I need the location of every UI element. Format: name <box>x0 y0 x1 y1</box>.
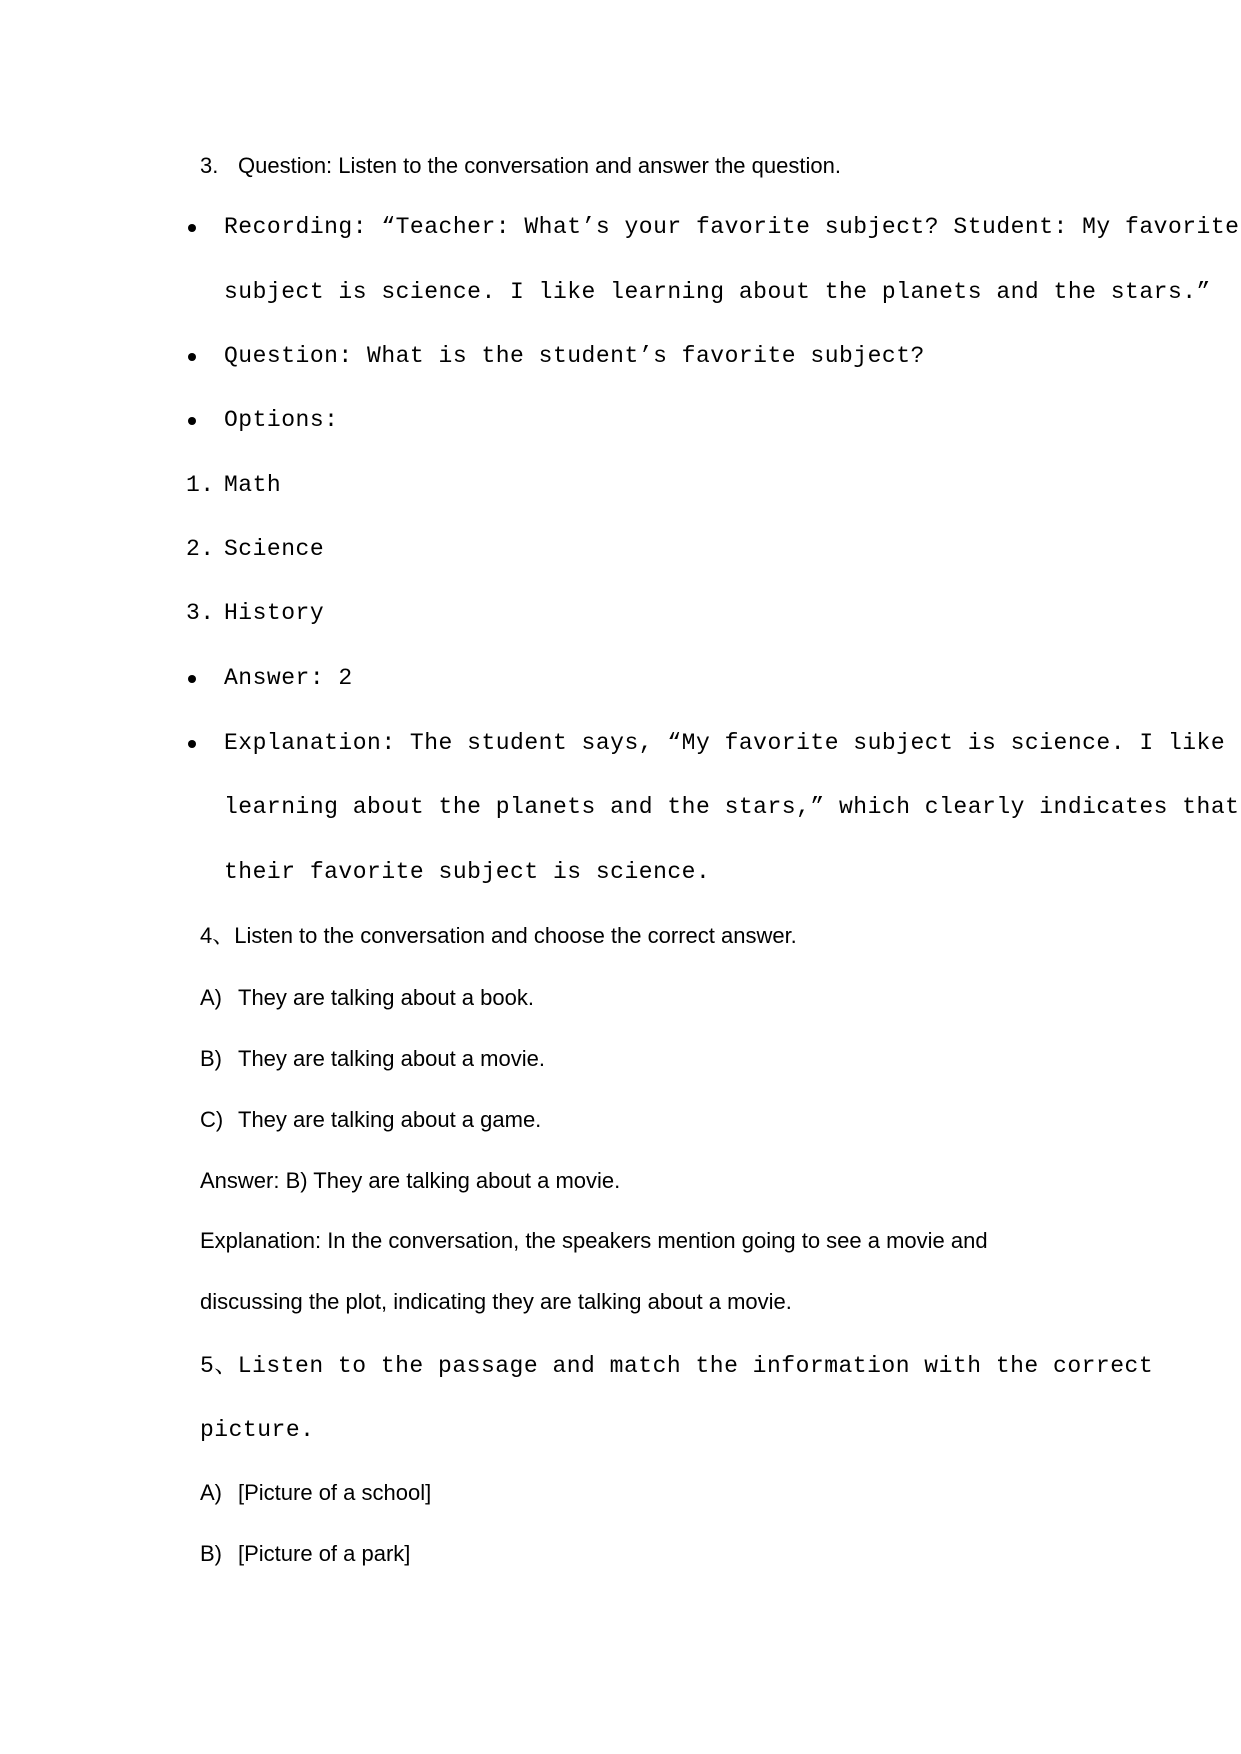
q5-heading-line1: 5、Listen to the passage and match the information with the correct <box>200 1353 1154 1379</box>
q5-option-letter: B) <box>200 1541 222 1566</box>
bullet-icon <box>188 353 196 361</box>
bullet-icon <box>188 675 196 683</box>
q4-option-letter: B) <box>200 1046 222 1071</box>
q3-explanation-line1: Explanation: The student says, “My favorite subject is science. I like <box>224 730 1226 756</box>
q4-option-letter: A) <box>200 985 222 1010</box>
bullet-icon <box>188 224 196 232</box>
q4-option-letter: C) <box>200 1107 224 1132</box>
q5-heading-line2: picture. <box>200 1417 315 1443</box>
q3-answer: Answer: 2 <box>224 665 353 691</box>
bullet-icon <box>188 740 196 748</box>
q3-recording-line2: subject is science. I like learning about the planets and the stars.” <box>224 279 1211 305</box>
q3-option-text: Science <box>224 536 325 562</box>
q4-option-text: They are talking about a game. <box>238 1107 542 1132</box>
q4-option-text: They are talking about a book. <box>238 985 534 1010</box>
q3-option-number: 2. <box>186 536 215 562</box>
q3-number: 3. <box>200 153 219 178</box>
q4-explanation-line2: discussing the plot, indicating they are talking about a movie. <box>200 1289 792 1314</box>
q4-heading: 4、Listen to the conversation and choose the correct answer. <box>200 923 797 948</box>
q3-option-number: 1. <box>186 472 215 498</box>
q3-recording-line1: Recording: “Teacher: What’s your favorite subject? Student: My favorite <box>224 214 1240 240</box>
q3-heading: Question: Listen to the conversation and answer the question. <box>238 153 841 178</box>
q3-option-number: 3. <box>186 600 215 626</box>
q3-explanation-line2: learning about the planets and the stars,” which clearly indicates that <box>224 794 1240 820</box>
q4-explanation-line1: Explanation: In the conversation, the speakers mention going to see a movie and <box>200 1228 988 1253</box>
q3-options-label: Options: <box>224 407 339 433</box>
q3-explanation-line3: their favorite subject is science. <box>224 859 711 885</box>
q4-option-text: They are talking about a movie. <box>238 1046 545 1071</box>
q4-answer: Answer: B) They are talking about a movie. <box>200 1168 621 1193</box>
q5-option-letter: A) <box>200 1480 222 1505</box>
bullet-icon <box>188 417 196 425</box>
q5-option-text: [Picture of a school] <box>238 1480 432 1505</box>
q3-question: Question: What is the student’s favorite subject? <box>224 343 925 369</box>
q3-option-text: History <box>224 600 325 626</box>
q3-option-text: Math <box>224 472 282 498</box>
q5-option-text: [Picture of a park] <box>238 1541 411 1566</box>
